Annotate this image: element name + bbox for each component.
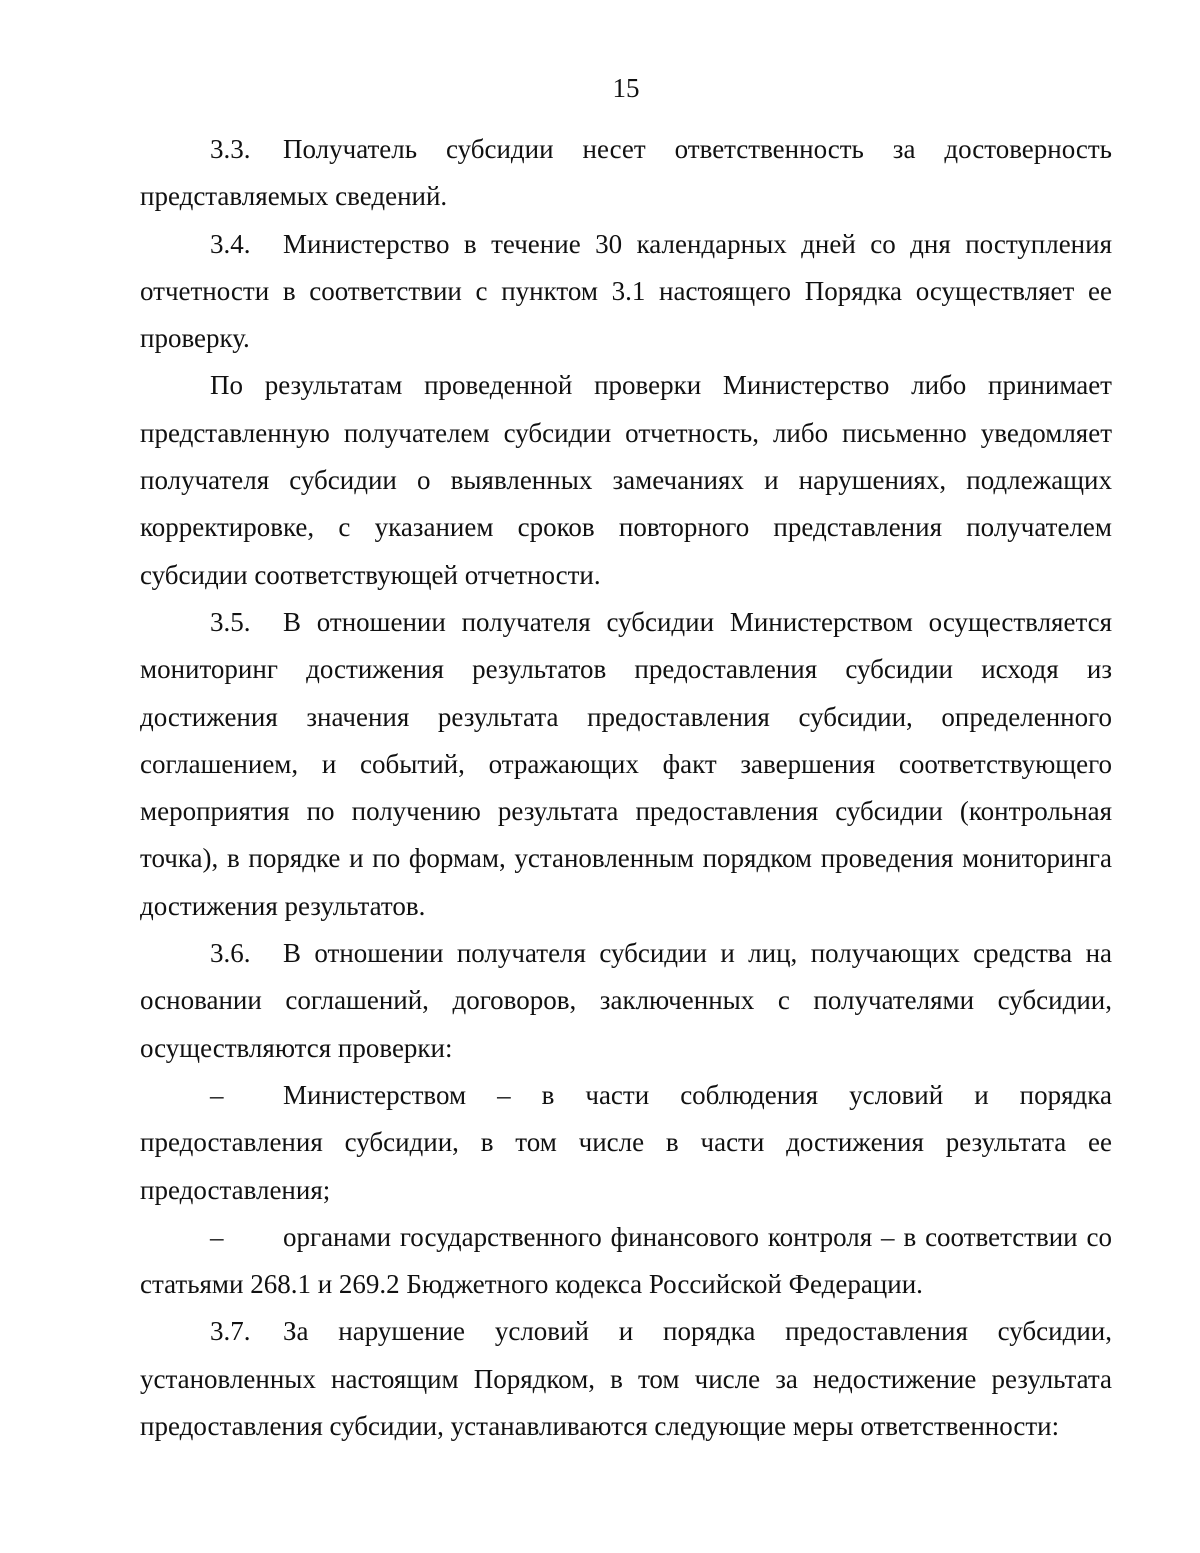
paragraph-text: В отношении получателя субсидии Министерством осуществляется мониторинг достижения результатов предоставления субсидии исходя из достижения значения результата предоставления субсидии, определенного соглашением, и событий, отражающих факт завершения соответствующего мероприятия по получению результата предоставления субсидии (контрольная точка), в порядке и по формам, установленным порядком проведения мониторинга достижения результатов. (140, 606, 1112, 921)
paragraph-text: За нарушение условий и порядка предоставления субсидии, установленных настоящим Порядком, в том числе за недостижение результата предоставления субсидии, устанавливаются следующие меры ответственности: (140, 1316, 1112, 1442)
paragraph-number: 3.7. (210, 1316, 251, 1347)
paragraph-text: По результатам проведенной проверки Министерство либо принимает представленную получателем субсидии отчетность, либо письменно уведомляет получателя субсидии о выявленных замечаниях и нарушениях, подлежащих корректировке, с указанием сроков повторного представления получателем субсидии соответствующей отчетности. (140, 370, 1112, 590)
page-number: 15 (612, 73, 640, 103)
document-body (140, 126, 1112, 1450)
paragraph-number: 3.6. (210, 938, 251, 969)
list-item-ministry (140, 1072, 1112, 1214)
paragraph-text: В отношении получателя субсидии и лиц, получающих средства на основании соглашений, договоров, заключенных с получателями субсидии, осуществляются проверки: (140, 938, 1112, 1063)
list-item-text: органами государственного финансового контроля – в соответствии со статьями 268.1 и 269.2 Бюджетного кодекса Российской Федерации. (140, 1221, 1112, 1300)
paragraph-text: Получатель субсидии несет ответственность за достоверность представляемых сведений. (140, 134, 1112, 212)
paragraph-number: 3.4. (210, 228, 251, 259)
paragraph-3-4 (140, 221, 1112, 363)
paragraph-3-6 (140, 930, 1112, 1072)
list-item-text: Министерством – в части соблюдения условий и порядка предоставления субсидии, в том числе в части достижения результата ее предоставления; (140, 1079, 1112, 1205)
paragraph-text: Министерство в течение 30 календарных дней со дня поступления отчетности в соответствии с пунктом 3.1 настоящего Порядка осуществляет ее проверку. (140, 228, 1112, 354)
list-dash: – (210, 1079, 224, 1110)
paragraph-3-3 (140, 126, 1112, 221)
list-item-financial-control (140, 1214, 1112, 1309)
paragraph-number: 3.5. (210, 606, 251, 637)
paragraph-3-4-continuation (140, 362, 1112, 598)
list-dash: – (210, 1221, 224, 1252)
paragraph-number: 3.3. (210, 134, 251, 164)
paragraph-3-7 (140, 1308, 1112, 1450)
paragraph-3-5 (140, 599, 1112, 930)
